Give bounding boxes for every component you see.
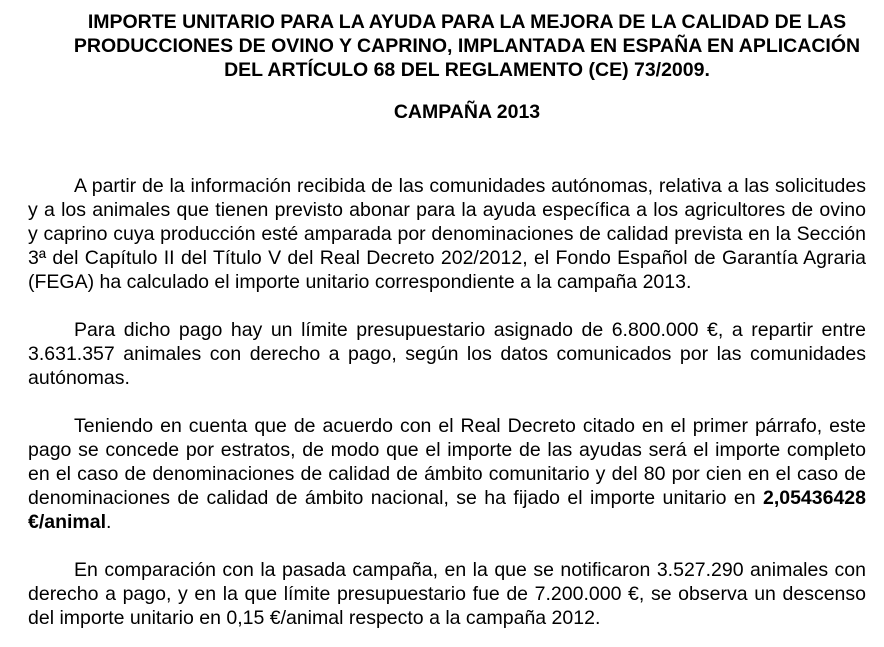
unit-amount: 2,05436428 €/animal — [28, 487, 866, 533]
paragraph-strata-end: . — [106, 511, 112, 533]
paragraph-strata-text: Teniendo en cuenta que de acuerdo con el Real Decreto citado en el primer párrafo, este pago se concede por estratos, de modo que el importe de las ayudas será el importe completo en el caso de denominaciones de calidad de ámbito comunitario y del 80 por cien en el caso de denominaciones de calidad de ámbito nacional, se ha fijado el importe unitario en — [28, 415, 866, 509]
paragraph-intro — [28, 174, 866, 294]
campaign-subtitle: CAMPAÑA 2013 — [393, 101, 541, 123]
paragraph-budget — [28, 318, 866, 390]
document-title: IMPORTE UNITARIO PARA LA AYUDA PARA LA MEJORA DE LA CALIDAD DE LAS PRODUCCIONES DE OVINO Y CAPRINO, IMPLANTADA EN ESPAÑA EN APLICACIÓN DEL ARTÍCULO 68 DEL REGLAMENTO (CE) 73/2009. — [73, 11, 861, 81]
paragraph-strata — [28, 414, 866, 534]
paragraph-budget-text: Para dicho pago hay un límite presupuestario asignado de 6.800.000 €, a repartir entre 3.631.357 animales con derecho a pago, según los datos comunicados por las comunidades autónomas. — [28, 319, 866, 389]
document-page — [28, 10, 866, 630]
paragraph-comparison — [28, 558, 866, 630]
paragraph-comparison-text: En comparación con la pasada campaña, en la que se notificaron 3.527.290 animales con derecho a pago, y en la que límite presupuestario fue de 7.200.000 €, se observa un descenso del importe unitario en 0,15 €/animal respecto a la campaña 2012. — [28, 559, 866, 629]
paragraph-intro-text: A partir de la información recibida de las comunidades autónomas, relativa a las solicitudes y a los animales que tienen previsto abonar para la ayuda específica a los agricultores de ovino y caprino cuya producción esté amparada por denominaciones de calidad prevista en la Sección 3ª del Capítulo II del Título V del Real Decreto 202/2012, el Fondo Español de Garantía Agraria (FEGA) ha calculado el importe unitario correspondiente a la campaña 2013. — [28, 175, 866, 293]
